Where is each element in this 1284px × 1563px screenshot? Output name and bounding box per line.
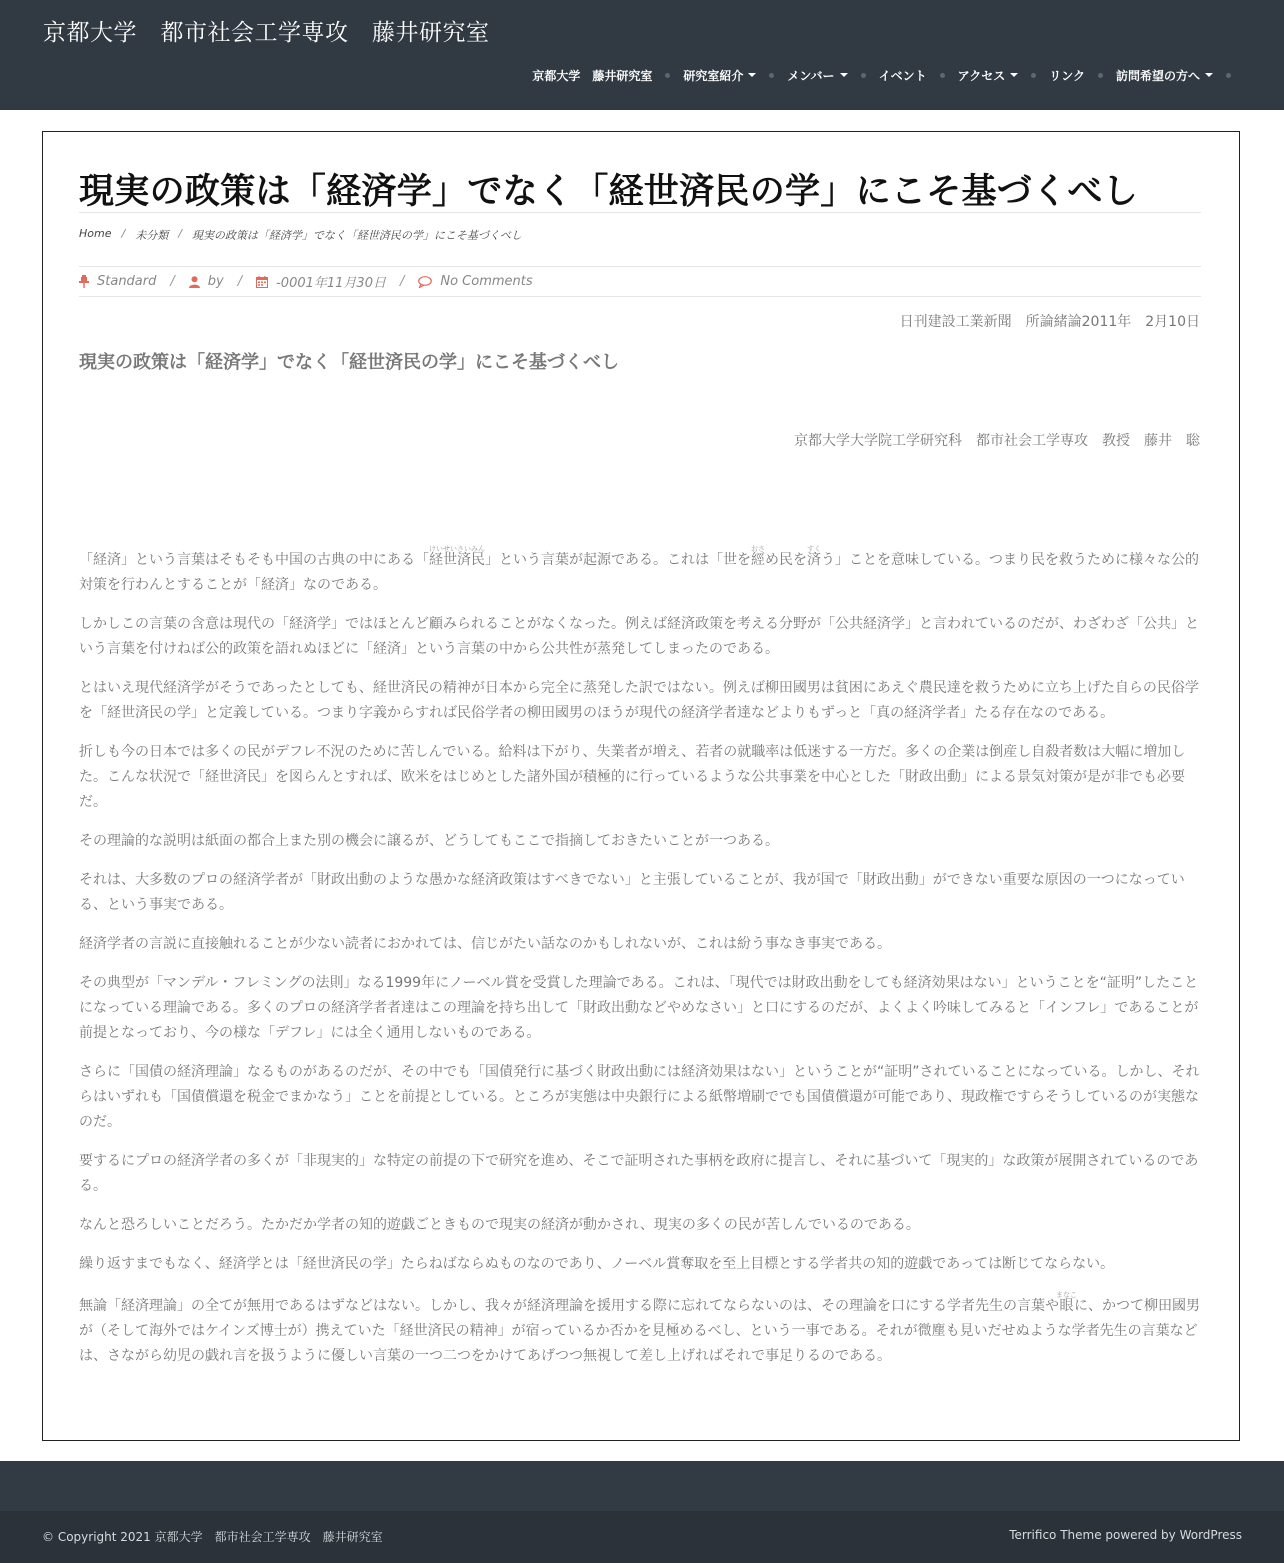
article-subtitle: 現実の政策は「経済学」でなく「経世済民の学」にこそ基づくべし: [79, 352, 619, 373]
site-title[interactable]: 京都大学 都市社会工学専攻 藤井研究室: [43, 20, 490, 46]
breadcrumb-category[interactable]: 未分類: [135, 229, 169, 242]
nav-separator: [1098, 73, 1103, 78]
calendar-icon: [256, 276, 268, 288]
ruby-annotation: [751, 545, 765, 568]
breadcrumb-separator: /: [178, 227, 182, 240]
ruby-annotation: [1056, 1291, 1077, 1314]
nav-item-links[interactable]: [1049, 67, 1085, 84]
nav-separator: [940, 73, 945, 78]
article-box: [42, 131, 1240, 1441]
nav-separator: [665, 73, 670, 78]
post-date[interactable]: -0001年11月30日: [276, 276, 386, 291]
meta-divider-bottom: [79, 296, 1201, 297]
title-divider: [79, 212, 1201, 213]
nav-item-label: イベント: [878, 68, 927, 83]
ruby-reading: まなこ: [1056, 1291, 1077, 1299]
nav-item-label: 研究室紹介: [683, 68, 744, 83]
ruby-reading: おさ: [751, 545, 765, 553]
entry-meta: [79, 272, 533, 291]
body-paragraph: 繰り返すまでもなく、経済学とは「経世済民の学」たらねばならぬものなのであり、ノーベル賞奪取を至上目標とする学者共の知的遊戯であっては断じてならない。: [79, 1256, 1115, 1272]
nav-item-access[interactable]: [958, 67, 1019, 84]
meta-divider-top: [79, 266, 1201, 267]
ruby-base: 経世済民: [429, 552, 485, 568]
footer-widgets-area: [0, 1461, 1284, 1511]
entry-title: 現実の政策は「経済学」でなく「経世済民の学」にこそ基づくべし: [79, 172, 1139, 212]
body-paragraph: 要するにプロの経済学者の多くが「非現実的」な特定の前提の下で研究を進め、そこで証明された事柄を政府に提言し、それに基づいて「現実的」な政策が展開されているのである。: [79, 1153, 1199, 1194]
meta-separator: /: [237, 274, 243, 289]
nav-item-label: 訪問希望の方へ: [1115, 68, 1200, 83]
site-footer: [0, 1511, 1284, 1563]
nav-separator: [1031, 73, 1036, 78]
nav-item-label: アクセス: [957, 68, 1006, 83]
breadcrumb: [79, 227, 522, 243]
article-body: [79, 545, 1201, 1383]
nav-item-home[interactable]: [532, 67, 652, 84]
nav-item-visitors[interactable]: [1116, 67, 1213, 84]
body-paragraph: 折しも今の日本では多くの民がデフレ不況のために苦しんでいる。給料は下がり、失業者が増え、若者の就職率は低迷する一方だ。多くの企業は倒産し自殺者数は大幅に増加した。こんな状況で「経世済民」を図らんとすれば、欧米をはじめとした諸外国が積極的に行っているような公共事業を中心とした「財政出動」による景気対策が是が非でも必要だ。: [79, 744, 1186, 810]
nav-item-members[interactable]: [787, 67, 847, 84]
body-paragraph: 経済学者の言説に直接触れることが少ない読者におかれては、信じがたい話なのかもしれないが、これは紛う事なき事実である。: [79, 936, 891, 952]
copyright-text: © Copyright 2021 京都大学 都市社会工学専攻 藤井研究室: [42, 1530, 383, 1544]
breadcrumb-separator: /: [121, 227, 126, 240]
caret-down-icon: [840, 73, 848, 77]
breadcrumb-current: 現実の政策は「経済学」でなく「経世済民の学」にこそ基づくべし: [191, 229, 522, 242]
meta-separator: /: [399, 274, 405, 289]
body-paragraph: なんと恐ろしいことだろう。たかだか学者の知的遊戯ごときもので現実の経済が動かされ、現実の多くの民が苦しんでいるのである。: [79, 1217, 920, 1233]
post-format[interactable]: Standard: [97, 274, 157, 289]
caret-down-icon: [1010, 73, 1018, 77]
text-run: に、かつて柳田國男が（そして海外ではケインズ博士が）携えていた「経世済民の精神」が宿っているか否かを見極めるべし、という一事である。それが微塵も見いだせぬような学者先生の言葉などは、さながら幼児の戯れ言を扱うように優しい言葉の一つ二つをかけてあげつつ無視して差し上げればそれで事足りるのである。: [79, 1298, 1200, 1364]
post-author[interactable]: by: [207, 274, 224, 289]
caret-down-icon: [748, 73, 756, 77]
nav-item-lab-intro[interactable]: [683, 67, 756, 84]
nav-separator: [769, 73, 774, 78]
text-run: め民を: [765, 552, 807, 568]
ruby-reading: けいせいさいみん: [429, 545, 485, 553]
nav-separator: [861, 73, 866, 78]
post-comments-link[interactable]: No Comments: [440, 274, 533, 289]
text-run: 無論「経済理論」の全てが無用であるはずなどはない。しかし、我々が経済理論を援用する際に忘れてならないのは、その理論を口にする学者先生の言葉や: [79, 1298, 1059, 1314]
text-run: う」ことを意味している。つまり民を救うために様々な公的対策を行わんとすることが「経済」なのである。: [79, 552, 1199, 593]
ruby-base: 眼: [1056, 1298, 1077, 1314]
text-run: 「経済」という言葉はそもそも中国の古典の中にある「: [79, 552, 429, 568]
pin-icon: [79, 275, 89, 288]
body-paragraph: [79, 545, 1201, 598]
body-paragraph: さらに「国債の経済理論」なるものがあるのだが、その中でも「国債発行に基づく財政出動には経済効果はない」ということが“証明”されていることになっている。しかし、それらはいずれも「国債償還を税金でまかなう」ことを前提としている。ところが実態は中央銀行による紙幣増刷ででも国債償還が可能であり、現政権ですらそうしているのが実態なのだ。: [79, 1064, 1200, 1130]
theme-credit-link[interactable]: Terrifico Theme powered by WordPress: [1009, 1528, 1242, 1542]
meta-separator: /: [170, 274, 175, 289]
breadcrumb-home[interactable]: Home: [79, 227, 112, 240]
text-run: 」という言葉が起源である。これは「世を: [485, 552, 751, 568]
nav-item-events[interactable]: [879, 67, 927, 84]
body-paragraph: とはいえ現代経済学がそうであったとしても、経世済民の精神が日本から完全に蒸発した訳ではない。例えば柳田國男は貧困にあえぐ農民達を救うために立ち上げた自らの民俗学を「経世済民の学」と定義している。つまり字義からすれば民俗学者の柳田國男のほうが現代の経済学者達などよりもずっと「真の経済学者」たる存在なのである。: [79, 680, 1199, 721]
body-paragraph: それは、大多数のプロの経済学者が「財政出動のような愚かな経済政策はすべきでない」と主張していることが、我が国で「財政出動」ができない重要な原因の一つになっている、という事実である。: [79, 872, 1185, 913]
ruby-base: 經: [751, 552, 765, 568]
ruby-base: 済: [807, 552, 821, 568]
caret-down-icon: [1205, 73, 1213, 77]
ruby-annotation: [807, 545, 821, 568]
body-paragraph: その典型が「マンデル・フレミングの法則」なる1999年にノーベル賞を受賞した理論である。これは、「現代では財政出動をしても経済効果はない」ということを“証明”したことになっている理論である。多くのプロの経済学者者達はこの理論を持ち出して「財政出動などやめなさい」と口にするのだが、よくよく吟味してみると「インフレ」であることが前提となっており、今の様な「デフレ」には全く通用しないものである。: [79, 975, 1199, 1041]
nav-item-label: メンバー: [787, 68, 835, 83]
author-line: 京都大学大学院工学研究科 都市社会工学専攻 教授 藤井 聡: [794, 433, 1200, 449]
nav-separator: [1226, 73, 1231, 78]
comment-icon: [418, 276, 432, 288]
main-nav: [532, 64, 1244, 86]
nav-item-label: リンク: [1049, 68, 1085, 83]
ruby-annotation: [429, 545, 485, 568]
ruby-reading: すく: [807, 545, 821, 553]
source-line: 日刊建設工業新聞 所論緒論2011年 2月10日: [899, 314, 1200, 330]
nav-item-label: 京都大学 藤井研究室: [532, 68, 653, 83]
body-paragraph: [79, 1291, 1201, 1369]
user-icon: [189, 276, 200, 288]
body-paragraph: しかしこの言葉の含意は現代の「経済学」ではほとんど顧みられることがなくなった。例えば経済政策を考える分野が「公共経済学」と言われているのだが、わざわざ「公共」という言葉を付けねば公的政策を語れぬほどに「経済」という言葉の中から公共性が蒸発してしまったのである。: [79, 616, 1199, 657]
site-header: [0, 0, 1284, 110]
body-paragraph: その理論的な説明は紙面の都合上また別の機会に譲るが、どうしてもここで指摘しておきたいことが一つある。: [79, 833, 779, 849]
